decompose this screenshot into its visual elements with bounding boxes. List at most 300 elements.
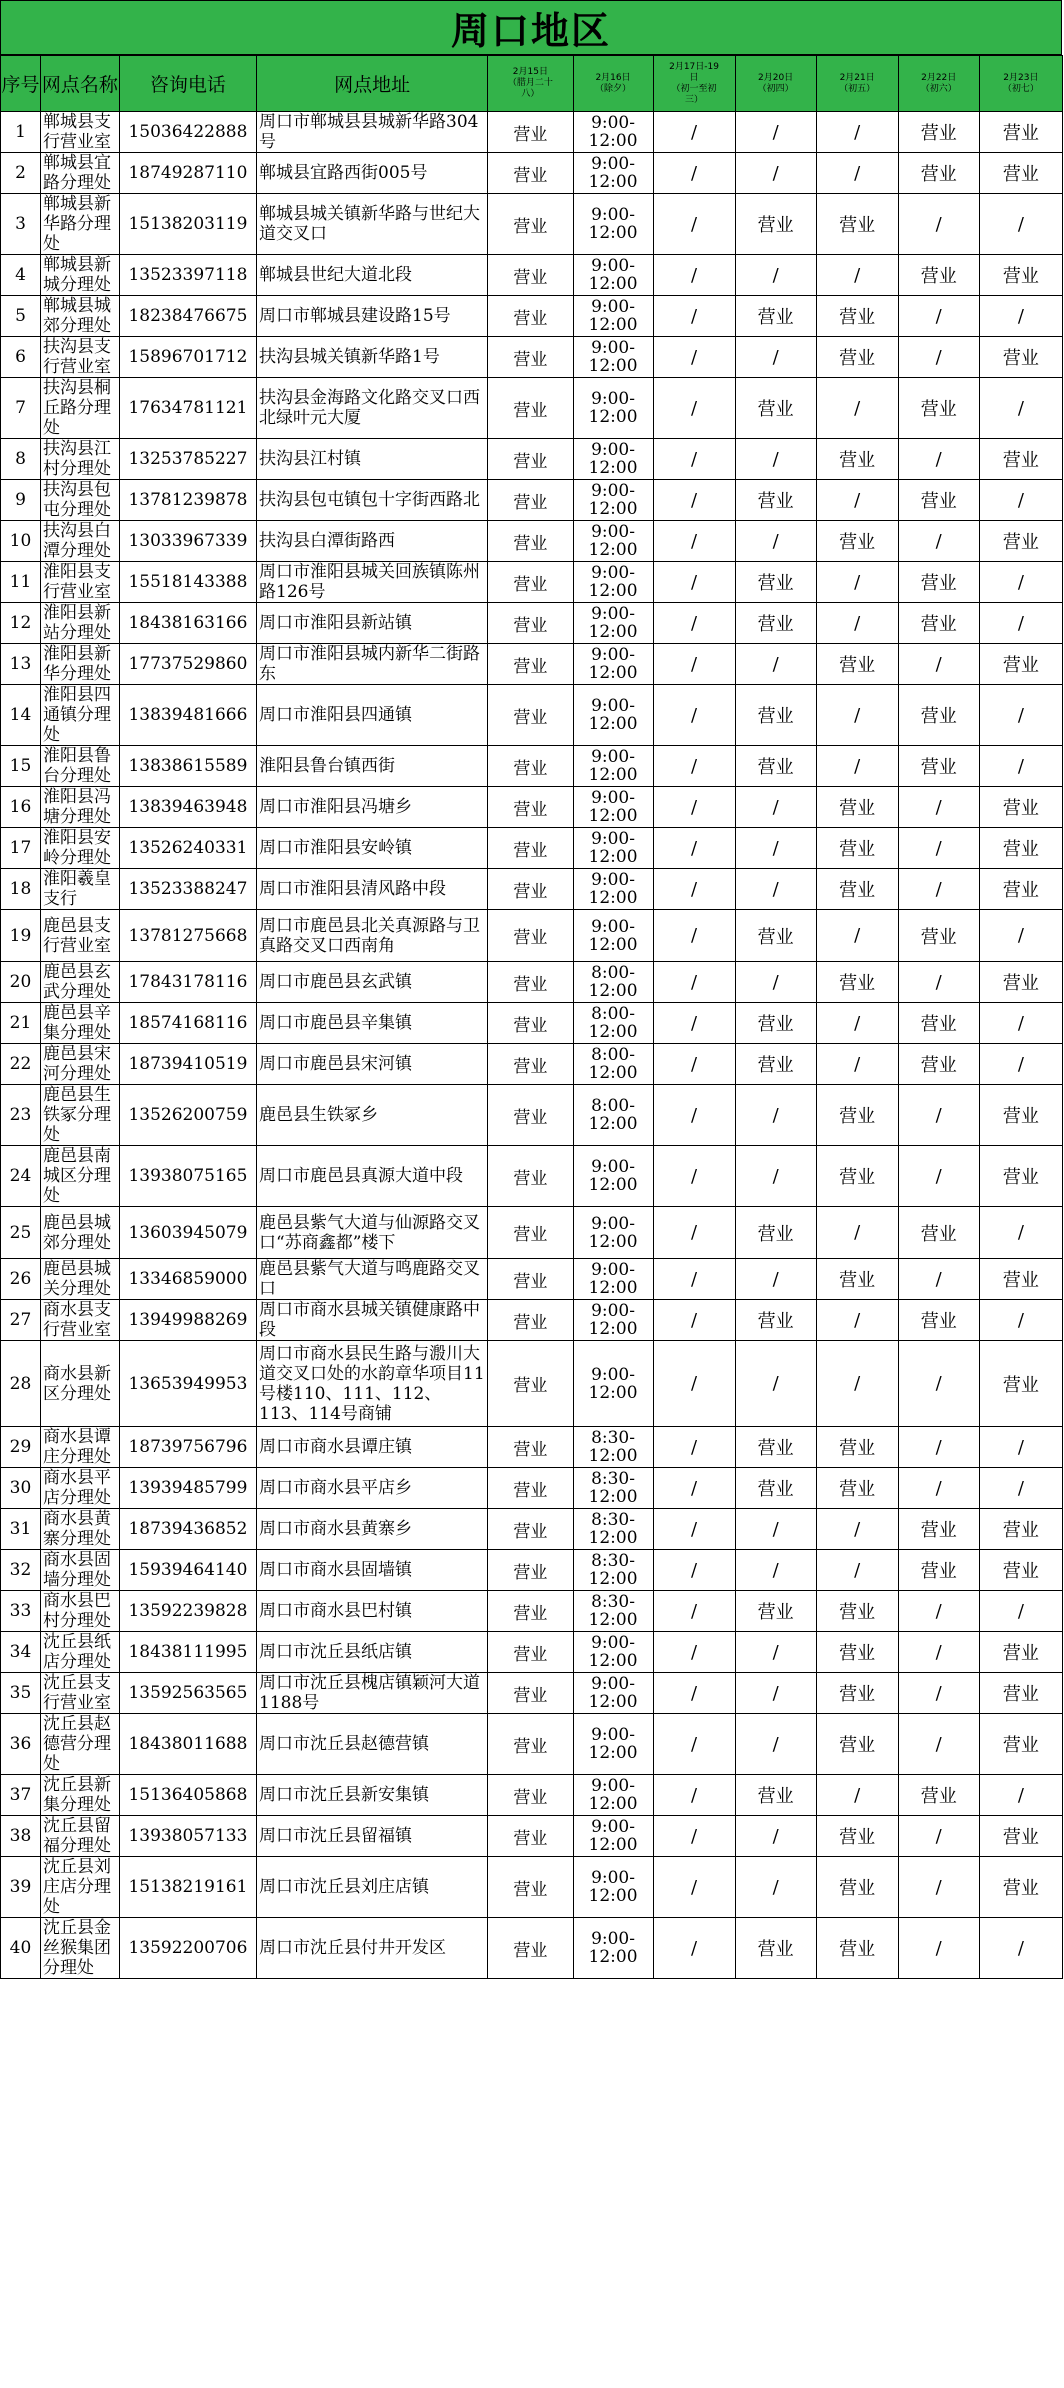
table-row xyxy=(1,1714,1063,1775)
row-index: 24 xyxy=(1,1146,41,1207)
branch-phone: 13523388247 xyxy=(119,869,256,910)
branch-phone: 13592200706 xyxy=(119,1918,256,1979)
status-feb17-19: / xyxy=(653,1003,735,1044)
header-name: 网点名称 xyxy=(40,56,119,112)
header-day-line: （除夕） xyxy=(595,83,632,94)
branch-phone: 13346859000 xyxy=(119,1259,256,1300)
status-feb21: / xyxy=(816,603,898,644)
branch-phone: 15036422888 xyxy=(119,112,256,153)
status-feb20: / xyxy=(735,962,816,1003)
status-feb20: / xyxy=(735,1550,816,1591)
status-feb15: 营业 xyxy=(488,1207,573,1259)
status-feb17-19: / xyxy=(653,562,735,603)
status-feb22: / xyxy=(898,962,979,1003)
row-index: 12 xyxy=(1,603,41,644)
row-index: 28 xyxy=(1,1341,41,1427)
row-index: 29 xyxy=(1,1427,41,1468)
status-feb17-19: / xyxy=(653,1673,735,1714)
status-feb20: 营业 xyxy=(735,1775,816,1816)
branch-name: 商水县黄寨分理处 xyxy=(40,1509,119,1550)
branch-phone: 17634781121 xyxy=(119,378,256,439)
status-feb23: / xyxy=(979,1207,1062,1259)
branch-name: 鹿邑县城关分理处 xyxy=(40,1259,119,1300)
status-feb15: 营业 xyxy=(488,521,573,562)
table-header xyxy=(1,56,1063,112)
branch-name: 鹿邑县南城区分理处 xyxy=(40,1146,119,1207)
status-feb21: / xyxy=(816,685,898,746)
row-index: 17 xyxy=(1,828,41,869)
branch-phone: 13839463948 xyxy=(119,787,256,828)
row-index: 33 xyxy=(1,1591,41,1632)
status-feb22: / xyxy=(898,828,979,869)
branch-phone: 13526240331 xyxy=(119,828,256,869)
branch-name: 扶沟县包屯分理处 xyxy=(40,480,119,521)
status-feb15: 营业 xyxy=(488,1300,573,1341)
status-feb17-19: / xyxy=(653,378,735,439)
hours-feb16: 9:00- 12:00 xyxy=(573,910,653,962)
table-row xyxy=(1,1427,1063,1468)
table-body xyxy=(1,112,1063,1979)
branch-address: 周口市沈丘县赵德营镇 xyxy=(257,1714,488,1775)
branch-address: 周口市淮阳县新站镇 xyxy=(257,603,488,644)
branch-phone: 13838615589 xyxy=(119,746,256,787)
branch-address: 周口市商水县民生路与溵川大道交叉口处的水韵章华项目11号楼110、111、112、113、114号商铺 xyxy=(257,1341,488,1427)
branch-phone: 18739436852 xyxy=(119,1509,256,1550)
header-day-line: 2月16日 xyxy=(595,72,631,83)
branch-schedule-table xyxy=(0,55,1063,1979)
status-feb15: 营业 xyxy=(488,1918,573,1979)
status-feb22: / xyxy=(898,337,979,378)
status-feb23: 营业 xyxy=(979,1146,1062,1207)
header-day-line: （初四） xyxy=(757,83,794,94)
status-feb17-19: / xyxy=(653,1468,735,1509)
branch-address: 鹿邑县紫气大道与仙源路交叉口“苏商鑫都”楼下 xyxy=(257,1207,488,1259)
status-feb20: 营业 xyxy=(735,378,816,439)
header-day xyxy=(735,56,816,112)
header-day-line: 日 xyxy=(689,72,699,83)
status-feb21: / xyxy=(816,746,898,787)
status-feb15: 营业 xyxy=(488,1591,573,1632)
status-feb15: 营业 xyxy=(488,1775,573,1816)
branch-name: 淮阳县新站分理处 xyxy=(40,603,119,644)
branch-phone: 15896701712 xyxy=(119,337,256,378)
branch-phone: 13526200759 xyxy=(119,1085,256,1146)
status-feb17-19: / xyxy=(653,1146,735,1207)
branch-phone: 13653949953 xyxy=(119,1341,256,1427)
branch-address: 周口市鹿邑县真源大道中段 xyxy=(257,1146,488,1207)
hours-feb16: 8:00- 12:00 xyxy=(573,962,653,1003)
status-feb15: 营业 xyxy=(488,562,573,603)
branch-address: 周口市郸城县县城新华路304号 xyxy=(257,112,488,153)
table-row xyxy=(1,962,1063,1003)
branch-address: 周口市沈丘县新安集镇 xyxy=(257,1775,488,1816)
hours-feb16: 9:00- 12:00 xyxy=(573,1146,653,1207)
header-day-line: 2月21日 xyxy=(839,72,875,83)
branch-name: 淮阳县安岭分理处 xyxy=(40,828,119,869)
branch-phone: 13938075165 xyxy=(119,1146,256,1207)
status-feb22: / xyxy=(898,296,979,337)
branch-address: 周口市商水县平店乡 xyxy=(257,1468,488,1509)
header-day xyxy=(979,56,1062,112)
table-row xyxy=(1,1816,1063,1857)
branch-phone: 13033967339 xyxy=(119,521,256,562)
hours-feb16: 9:00- 12:00 xyxy=(573,153,653,194)
row-index: 14 xyxy=(1,685,41,746)
branch-phone: 13592563565 xyxy=(119,1673,256,1714)
status-feb21: / xyxy=(816,153,898,194)
status-feb20: 营业 xyxy=(735,1591,816,1632)
status-feb21: 营业 xyxy=(816,1714,898,1775)
status-feb15: 营业 xyxy=(488,1044,573,1085)
status-feb17-19: / xyxy=(653,1341,735,1427)
hours-feb16: 9:00- 12:00 xyxy=(573,112,653,153)
branch-name: 扶沟县白潭分理处 xyxy=(40,521,119,562)
table-row xyxy=(1,1085,1063,1146)
branch-name: 郸城县新华路分理处 xyxy=(40,194,119,255)
status-feb22: / xyxy=(898,1673,979,1714)
hours-feb16: 8:30- 12:00 xyxy=(573,1550,653,1591)
branch-phone: 13938057133 xyxy=(119,1816,256,1857)
status-feb21: 营业 xyxy=(816,337,898,378)
status-feb20: / xyxy=(735,828,816,869)
status-feb21: 营业 xyxy=(816,1591,898,1632)
status-feb20: / xyxy=(735,439,816,480)
status-feb23: 营业 xyxy=(979,869,1062,910)
status-feb15: 营业 xyxy=(488,153,573,194)
hours-feb16: 9:00- 12:00 xyxy=(573,562,653,603)
status-feb17-19: / xyxy=(653,787,735,828)
status-feb20: / xyxy=(735,1146,816,1207)
status-feb21: / xyxy=(816,1509,898,1550)
header-day-line: 2月23日 xyxy=(1003,72,1039,83)
branch-phone: 13781239878 xyxy=(119,480,256,521)
status-feb17-19: / xyxy=(653,910,735,962)
branch-name: 淮阳县冯塘分理处 xyxy=(40,787,119,828)
status-feb22: / xyxy=(898,1341,979,1427)
status-feb21: 营业 xyxy=(816,439,898,480)
status-feb17-19: / xyxy=(653,296,735,337)
branch-phone: 18739410519 xyxy=(119,1044,256,1085)
hours-feb16: 9:00- 12:00 xyxy=(573,869,653,910)
status-feb22: 营业 xyxy=(898,1003,979,1044)
hours-feb16: 8:00- 12:00 xyxy=(573,1003,653,1044)
branch-name: 郸城县宜路分理处 xyxy=(40,153,119,194)
table-row xyxy=(1,1632,1063,1673)
status-feb20: / xyxy=(735,1816,816,1857)
status-feb21: / xyxy=(816,378,898,439)
header-day xyxy=(488,56,573,112)
status-feb15: 营业 xyxy=(488,1427,573,1468)
row-index: 3 xyxy=(1,194,41,255)
branch-address: 郸城县城关镇新华路与世纪大道交叉口 xyxy=(257,194,488,255)
status-feb23: / xyxy=(979,1918,1062,1979)
status-feb23: 营业 xyxy=(979,439,1062,480)
status-feb21: 营业 xyxy=(816,1085,898,1146)
status-feb22: / xyxy=(898,1591,979,1632)
status-feb15: 营业 xyxy=(488,869,573,910)
status-feb20: / xyxy=(735,1509,816,1550)
status-feb15: 营业 xyxy=(488,787,573,828)
hours-feb16: 8:30- 12:00 xyxy=(573,1427,653,1468)
status-feb17-19: / xyxy=(653,1259,735,1300)
status-feb15: 营业 xyxy=(488,962,573,1003)
branch-phone: 18739756796 xyxy=(119,1427,256,1468)
status-feb17-19: / xyxy=(653,337,735,378)
status-feb23: / xyxy=(979,562,1062,603)
branch-address: 周口市淮阳县城关回族镇陈州路126号 xyxy=(257,562,488,603)
hours-feb16: 8:30- 12:00 xyxy=(573,1591,653,1632)
status-feb21: / xyxy=(816,1207,898,1259)
branch-name: 郸城县新城分理处 xyxy=(40,255,119,296)
branch-address: 周口市沈丘县刘庄店镇 xyxy=(257,1857,488,1918)
branch-address: 郸城县世纪大道北段 xyxy=(257,255,488,296)
status-feb21: 营业 xyxy=(816,1673,898,1714)
status-feb23: / xyxy=(979,1003,1062,1044)
status-feb20: / xyxy=(735,1714,816,1775)
table-row xyxy=(1,1673,1063,1714)
branch-name: 商水县支行营业室 xyxy=(40,1300,119,1341)
branch-phone: 17843178116 xyxy=(119,962,256,1003)
status-feb20: 营业 xyxy=(735,562,816,603)
status-feb23: 营业 xyxy=(979,1857,1062,1918)
table-row xyxy=(1,1259,1063,1300)
status-feb20: 营业 xyxy=(735,1003,816,1044)
status-feb22: 营业 xyxy=(898,562,979,603)
status-feb17-19: / xyxy=(653,1714,735,1775)
hours-feb16: 9:00- 12:00 xyxy=(573,1857,653,1918)
branch-name: 扶沟县桐丘路分理处 xyxy=(40,378,119,439)
status-feb22: 营业 xyxy=(898,1550,979,1591)
row-index: 22 xyxy=(1,1044,41,1085)
row-index: 34 xyxy=(1,1632,41,1673)
row-index: 18 xyxy=(1,869,41,910)
status-feb23: 营业 xyxy=(979,1341,1062,1427)
status-feb23: 营业 xyxy=(979,1632,1062,1673)
branch-phone: 13592239828 xyxy=(119,1591,256,1632)
status-feb22: / xyxy=(898,1714,979,1775)
row-index: 1 xyxy=(1,112,41,153)
table-row xyxy=(1,112,1063,153)
table-row xyxy=(1,378,1063,439)
status-feb20: / xyxy=(735,112,816,153)
status-feb17-19: / xyxy=(653,869,735,910)
branch-phone: 18238476675 xyxy=(119,296,256,337)
hours-feb16: 9:00- 12:00 xyxy=(573,1259,653,1300)
hours-feb16: 9:00- 12:00 xyxy=(573,603,653,644)
status-feb22: 营业 xyxy=(898,910,979,962)
status-feb17-19: / xyxy=(653,255,735,296)
status-feb22: / xyxy=(898,194,979,255)
status-feb22: / xyxy=(898,1259,979,1300)
hours-feb16: 9:00- 12:00 xyxy=(573,685,653,746)
status-feb17-19: / xyxy=(653,480,735,521)
table-row xyxy=(1,910,1063,962)
branch-name: 淮阳县新华分理处 xyxy=(40,644,119,685)
branch-name: 鹿邑县辛集分理处 xyxy=(40,1003,119,1044)
status-feb23: 营业 xyxy=(979,1714,1062,1775)
status-feb21: 营业 xyxy=(816,1259,898,1300)
branch-name: 商水县谭庄分理处 xyxy=(40,1427,119,1468)
row-index: 9 xyxy=(1,480,41,521)
status-feb21: 营业 xyxy=(816,644,898,685)
status-feb17-19: / xyxy=(653,1775,735,1816)
branch-address: 周口市沈丘县槐店镇颖河大道1188号 xyxy=(257,1673,488,1714)
table-row xyxy=(1,1003,1063,1044)
branch-address: 周口市沈丘县付井开发区 xyxy=(257,1918,488,1979)
branch-address: 扶沟县江村镇 xyxy=(257,439,488,480)
status-feb22: / xyxy=(898,1857,979,1918)
status-feb22: / xyxy=(898,1816,979,1857)
branch-phone: 15138219161 xyxy=(119,1857,256,1918)
hours-feb16: 9:00- 12:00 xyxy=(573,1207,653,1259)
status-feb22: 营业 xyxy=(898,746,979,787)
branch-address: 郸城县宜路西街005号 xyxy=(257,153,488,194)
status-feb17-19: / xyxy=(653,194,735,255)
status-feb23: / xyxy=(979,1044,1062,1085)
header-day-line: （腊月二十 xyxy=(507,78,553,88)
status-feb20: 营业 xyxy=(735,296,816,337)
status-feb20: 营业 xyxy=(735,685,816,746)
status-feb15: 营业 xyxy=(488,480,573,521)
status-feb21: 营业 xyxy=(816,1857,898,1918)
status-feb23: / xyxy=(979,296,1062,337)
status-feb23: / xyxy=(979,378,1062,439)
status-feb17-19: / xyxy=(653,439,735,480)
status-feb23: 营业 xyxy=(979,1550,1062,1591)
status-feb23: 营业 xyxy=(979,1509,1062,1550)
hours-feb16: 9:00- 12:00 xyxy=(573,828,653,869)
status-feb15: 营业 xyxy=(488,828,573,869)
branch-name: 鹿邑县玄武分理处 xyxy=(40,962,119,1003)
branch-address: 淮阳县鲁台镇西街 xyxy=(257,746,488,787)
row-index: 6 xyxy=(1,337,41,378)
status-feb20: / xyxy=(735,1085,816,1146)
status-feb15: 营业 xyxy=(488,1714,573,1775)
branch-phone: 18438163166 xyxy=(119,603,256,644)
status-feb15: 营业 xyxy=(488,1673,573,1714)
status-feb21: / xyxy=(816,1341,898,1427)
table-row xyxy=(1,1857,1063,1918)
table-row xyxy=(1,1341,1063,1427)
row-index: 31 xyxy=(1,1509,41,1550)
status-feb23: / xyxy=(979,480,1062,521)
status-feb20: / xyxy=(735,1632,816,1673)
status-feb20: / xyxy=(735,1673,816,1714)
status-feb23: 营业 xyxy=(979,962,1062,1003)
table-row xyxy=(1,296,1063,337)
table-row xyxy=(1,153,1063,194)
branch-address: 鹿邑县生铁冢乡 xyxy=(257,1085,488,1146)
table-row xyxy=(1,255,1063,296)
branch-address: 周口市商水县城关镇健康路中段 xyxy=(257,1300,488,1341)
branch-address: 周口市郸城县建设路15号 xyxy=(257,296,488,337)
status-feb23: 营业 xyxy=(979,1816,1062,1857)
status-feb20: / xyxy=(735,255,816,296)
branch-address: 扶沟县白潭街路西 xyxy=(257,521,488,562)
status-feb21: / xyxy=(816,1550,898,1591)
row-index: 15 xyxy=(1,746,41,787)
table-row xyxy=(1,1468,1063,1509)
status-feb20: / xyxy=(735,869,816,910)
status-feb22: 营业 xyxy=(898,112,979,153)
branch-phone: 18438011688 xyxy=(119,1714,256,1775)
status-feb23: / xyxy=(979,746,1062,787)
table-row xyxy=(1,521,1063,562)
status-feb15: 营业 xyxy=(488,1003,573,1044)
row-index: 37 xyxy=(1,1775,41,1816)
status-feb22: / xyxy=(898,644,979,685)
branch-address: 周口市商水县谭庄镇 xyxy=(257,1427,488,1468)
status-feb23: / xyxy=(979,1300,1062,1341)
status-feb17-19: / xyxy=(653,644,735,685)
branch-address: 周口市淮阳县四通镇 xyxy=(257,685,488,746)
branch-name: 鹿邑县城郊分理处 xyxy=(40,1207,119,1259)
status-feb15: 营业 xyxy=(488,1632,573,1673)
status-feb17-19: / xyxy=(653,1300,735,1341)
status-feb17-19: / xyxy=(653,685,735,746)
hours-feb16: 8:00- 12:00 xyxy=(573,1044,653,1085)
branch-phone: 15939464140 xyxy=(119,1550,256,1591)
hours-feb16: 9:00- 12:00 xyxy=(573,1341,653,1427)
row-index: 20 xyxy=(1,962,41,1003)
status-feb23: 营业 xyxy=(979,1085,1062,1146)
status-feb17-19: / xyxy=(653,1591,735,1632)
status-feb22: 营业 xyxy=(898,480,979,521)
status-feb15: 营业 xyxy=(488,1259,573,1300)
status-feb22: 营业 xyxy=(898,685,979,746)
header-day-line: 2月20日 xyxy=(758,72,794,83)
status-feb21: 营业 xyxy=(816,1816,898,1857)
branch-name: 沈丘县新集分理处 xyxy=(40,1775,119,1816)
status-feb20: 营业 xyxy=(735,1427,816,1468)
table-row xyxy=(1,1509,1063,1550)
status-feb15: 营业 xyxy=(488,378,573,439)
status-feb20: / xyxy=(735,521,816,562)
status-feb17-19: / xyxy=(653,828,735,869)
header-index: 序号 xyxy=(1,56,41,112)
branch-phone: 17737529860 xyxy=(119,644,256,685)
branch-phone: 15518143388 xyxy=(119,562,256,603)
status-feb22: 营业 xyxy=(898,153,979,194)
status-feb21: / xyxy=(816,910,898,962)
status-feb21: / xyxy=(816,1300,898,1341)
status-feb22: / xyxy=(898,1918,979,1979)
hours-feb16: 9:00- 12:00 xyxy=(573,1775,653,1816)
branch-address: 扶沟县城关镇新华路1号 xyxy=(257,337,488,378)
branch-phone: 13781275668 xyxy=(119,910,256,962)
row-index: 25 xyxy=(1,1207,41,1259)
table-row xyxy=(1,337,1063,378)
branch-address: 周口市鹿邑县辛集镇 xyxy=(257,1003,488,1044)
row-index: 19 xyxy=(1,910,41,962)
status-feb20: 营业 xyxy=(735,746,816,787)
status-feb17-19: / xyxy=(653,1207,735,1259)
status-feb20: / xyxy=(735,153,816,194)
header-day-line: 三） xyxy=(685,94,704,105)
row-index: 13 xyxy=(1,644,41,685)
status-feb21: / xyxy=(816,1775,898,1816)
status-feb21: 营业 xyxy=(816,1918,898,1979)
branch-name: 鹿邑县宋河分理处 xyxy=(40,1044,119,1085)
status-feb21: / xyxy=(816,112,898,153)
row-index: 7 xyxy=(1,378,41,439)
row-index: 11 xyxy=(1,562,41,603)
status-feb23: / xyxy=(979,1427,1062,1468)
status-feb21: / xyxy=(816,562,898,603)
branch-phone: 13253785227 xyxy=(119,439,256,480)
table-row xyxy=(1,644,1063,685)
row-index: 39 xyxy=(1,1857,41,1918)
